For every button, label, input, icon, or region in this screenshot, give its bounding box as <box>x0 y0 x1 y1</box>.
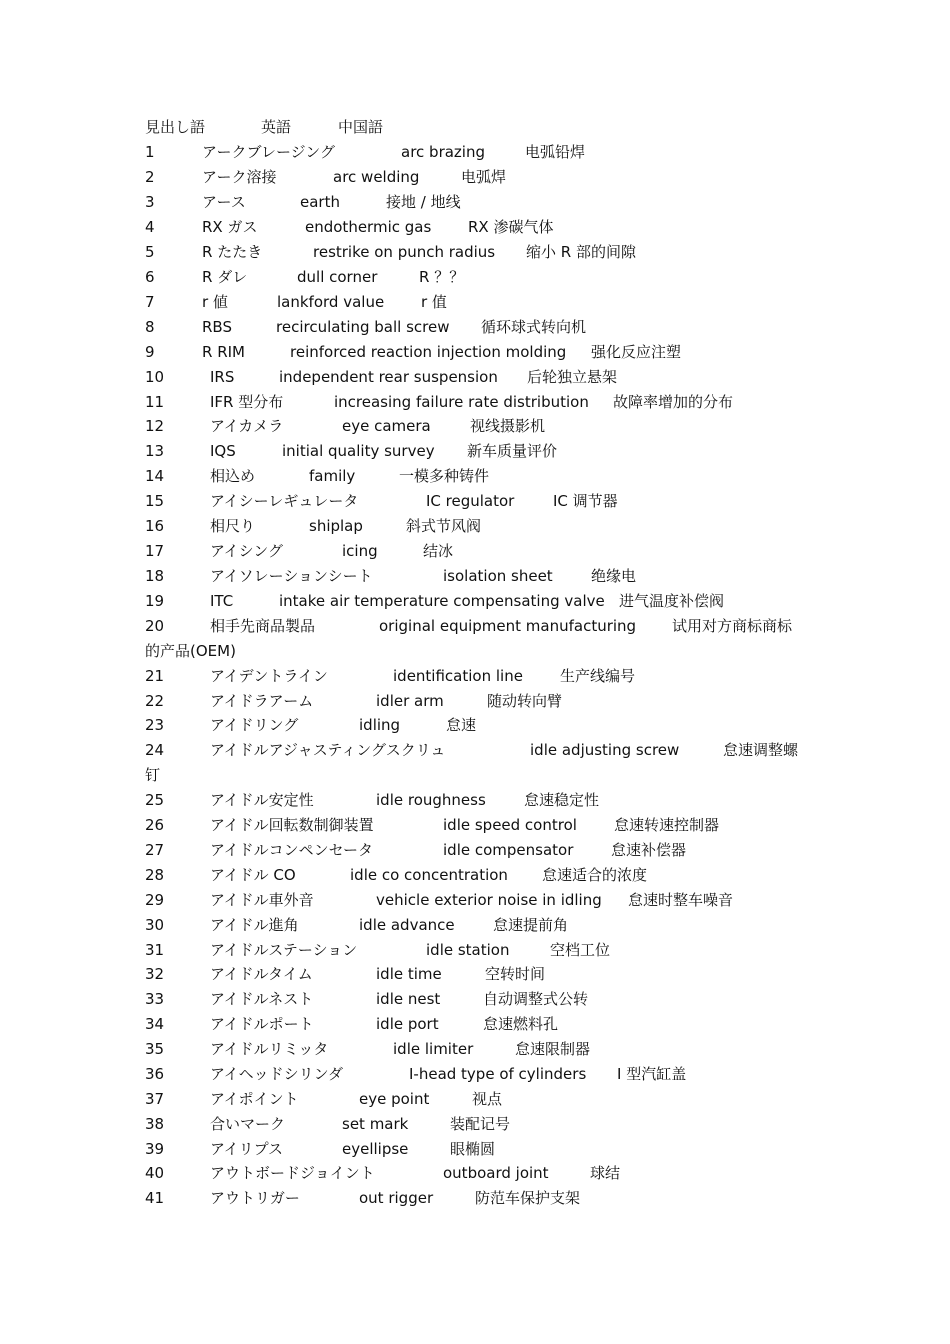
entry-row <box>0 315 950 340</box>
header-headword: 見出し語 <box>145 118 206 136</box>
entry-headword: アース <box>202 193 246 211</box>
entry-chinese: 怠速补偿器 <box>611 841 687 859</box>
entry-row <box>0 564 950 589</box>
entry-chinese: 一模多种铸件 <box>399 467 490 485</box>
entry-chinese: 电弧铅焊 <box>525 143 586 161</box>
entry-row <box>0 190 950 215</box>
entry-row <box>0 713 950 738</box>
entry-row <box>0 664 950 689</box>
entry-number: 30 <box>145 916 165 934</box>
entry-number: 18 <box>145 567 165 585</box>
entry-headword: ITC <box>210 592 234 610</box>
entry-headword: アイカメラ <box>210 417 284 435</box>
entry-chinese: 缩小 R 部的间隙 <box>526 243 636 261</box>
entry-chinese: 视点 <box>472 1090 503 1108</box>
entry-english: IC regulator <box>426 492 515 510</box>
entry-headword: アイヘッドシリンダ <box>210 1065 344 1083</box>
entry-chinese: 怠速适合的浓度 <box>542 866 648 884</box>
entry-english: restrike on punch radius <box>313 243 496 261</box>
entry-headword: アイドルポート <box>210 1015 314 1033</box>
entry-chinese: IC 调节器 <box>553 492 618 510</box>
entry-chinese-continued: 的产品(OEM) <box>145 642 236 660</box>
entry-english: idle nest <box>376 990 441 1008</box>
entry-english: reinforced reaction injection molding <box>290 343 567 361</box>
entry-english: idle speed control <box>443 816 577 834</box>
entry-chinese: 生产线编号 <box>560 667 636 685</box>
entry-headword: 相込め <box>210 467 256 485</box>
entry-headword: IRS <box>210 368 235 386</box>
entry-english: intake air temperature compensating valve <box>279 592 605 610</box>
entry-number: 29 <box>145 891 165 909</box>
entry-number: 25 <box>145 791 165 809</box>
entry-headword: 相手先商品製品 <box>210 617 316 635</box>
entry-number: 7 <box>145 293 155 311</box>
entry-english: lankford value <box>277 293 385 311</box>
entry-headword: アーク溶接 <box>202 168 277 186</box>
entry-number: 20 <box>145 617 165 635</box>
entry-headword: r 値 <box>202 293 228 311</box>
entry-row <box>0 1037 950 1062</box>
entry-row <box>0 614 950 639</box>
entry-row <box>0 514 950 539</box>
entry-chinese: 眼椭圆 <box>450 1140 496 1158</box>
entry-chinese: 结冰 <box>423 542 454 560</box>
entry-number: 3 <box>145 193 155 211</box>
entry-english: idle adjusting screw <box>530 741 680 759</box>
entry-row <box>0 863 950 888</box>
entry-chinese: RX 渗碳气体 <box>468 218 554 236</box>
entry-english: isolation sheet <box>443 567 553 585</box>
entry-english: idle port <box>376 1015 439 1033</box>
entry-headword: アークブレージング <box>202 143 335 161</box>
entry-number: 23 <box>145 716 165 734</box>
entry-headword: アイシング <box>210 542 283 560</box>
entry-chinese: 装配记号 <box>450 1115 511 1133</box>
entry-number: 8 <box>145 318 155 336</box>
entry-number: 24 <box>145 741 165 759</box>
entry-headword: アイドルリミッタ <box>210 1040 329 1058</box>
entry-row <box>0 464 950 489</box>
entry-chinese: 怠速转速控制器 <box>614 816 720 834</box>
entry-chinese: 循环球式转向机 <box>481 318 587 336</box>
entry-chinese: 防范车保护支架 <box>475 1189 581 1207</box>
entry-english: dull corner <box>297 268 378 286</box>
entry-english: arc welding <box>333 168 420 186</box>
entry-english: idle roughness <box>376 791 486 809</box>
entry-headword: IQS <box>210 442 236 460</box>
entry-row <box>0 589 950 614</box>
entry-row <box>0 987 950 1012</box>
entry-chinese: 视线摄影机 <box>470 417 546 435</box>
entry-number: 16 <box>145 517 165 535</box>
entry-headword: アイドルアジャスティングスクリュ <box>210 741 446 759</box>
entry-english: shiplap <box>309 517 363 535</box>
entry-number: 27 <box>145 841 165 859</box>
entry-chinese: 绝缘电 <box>591 567 637 585</box>
entry-number: 11 <box>145 393 165 411</box>
entry-chinese: 球结 <box>590 1164 621 1182</box>
entry-english: arc brazing <box>401 143 485 161</box>
entry-chinese: 斜式节风阀 <box>406 517 482 535</box>
entry-english: outboard joint <box>443 1164 549 1182</box>
entry-number: 19 <box>145 592 165 610</box>
entry-chinese: 新车质量评价 <box>467 442 558 460</box>
entry-row <box>0 390 950 415</box>
entry-english: endothermic gas <box>305 218 432 236</box>
header-row <box>0 115 950 140</box>
entry-row <box>0 689 950 714</box>
entry-number: 35 <box>145 1040 165 1058</box>
entry-number: 26 <box>145 816 165 834</box>
entry-chinese: 空档工位 <box>550 941 611 959</box>
entry-english: idle station <box>426 941 510 959</box>
entry-number: 28 <box>145 866 165 884</box>
entry-headword: アイドルステーション <box>210 941 358 959</box>
entry-row <box>0 489 950 514</box>
entry-chinese: 怠速稳定性 <box>524 791 600 809</box>
entry-row <box>0 1087 950 1112</box>
entry-row <box>0 340 950 365</box>
entry-chinese: 故障率增加的分布 <box>613 393 734 411</box>
entry-english: increasing failure rate distribution <box>334 393 589 411</box>
entry-headword: アイドラアーム <box>210 692 314 710</box>
entry-headword: RBS <box>202 318 232 336</box>
entry-english: idle time <box>376 965 442 983</box>
entry-chinese: 随动转向臂 <box>487 692 563 710</box>
entry-number: 4 <box>145 218 155 236</box>
entry-english: idle co concentration <box>350 866 508 884</box>
entry-number: 14 <box>145 467 165 485</box>
header-chinese: 中国語 <box>338 118 384 136</box>
entry-english: idle compensator <box>443 841 574 859</box>
entry-headword: アイソレーションシート <box>210 567 373 585</box>
entry-english: eye camera <box>342 417 431 435</box>
entry-headword: アイドルネスト <box>210 990 314 1008</box>
entry-headword: アイドル安定性 <box>210 791 314 809</box>
entry-row <box>0 1112 950 1137</box>
entry-row <box>0 1137 950 1162</box>
entry-english: eyellipse <box>342 1140 409 1158</box>
entry-english: original equipment manufacturing <box>379 617 637 635</box>
entry-number: 22 <box>145 692 165 710</box>
entry-number: 40 <box>145 1164 165 1182</box>
entry-chinese: I 型汽缸盖 <box>617 1065 687 1083</box>
entry-number: 38 <box>145 1115 165 1133</box>
entry-row <box>0 813 950 838</box>
entry-number: 15 <box>145 492 165 510</box>
entry-number: 31 <box>145 941 165 959</box>
entry-headword: R たたき <box>202 243 263 261</box>
entry-chinese: 怠速燃料孔 <box>483 1015 559 1033</box>
entry-row <box>0 365 950 390</box>
entry-chinese: 电弧焊 <box>461 168 507 186</box>
entry-number: 39 <box>145 1140 165 1158</box>
entry-english: initial quality survey <box>282 442 435 460</box>
entry-row <box>0 1186 950 1211</box>
entry-headword: R ダレ <box>202 268 248 286</box>
entry-headword: RX ガス <box>202 218 258 236</box>
entry-english: set mark <box>342 1115 409 1133</box>
entry-chinese: 空转时间 <box>485 965 546 983</box>
entry-chinese: 接地 / 地线 <box>386 193 461 211</box>
entry-row <box>0 290 950 315</box>
entry-english: earth <box>300 193 340 211</box>
entry-chinese: 进气温度补偿阀 <box>619 592 725 610</box>
entry-headword: アイドルコンペンセータ <box>210 841 374 859</box>
entry-row <box>0 838 950 863</box>
entry-row <box>0 1161 950 1186</box>
entry-row <box>0 913 950 938</box>
entry-row <box>0 888 950 913</box>
entry-number: 33 <box>145 990 165 1008</box>
entry-chinese-continued: 钉 <box>145 766 161 784</box>
entry-number: 37 <box>145 1090 165 1108</box>
entry-headword: アイドル回転数制御装置 <box>210 816 374 834</box>
entry-number: 32 <box>145 965 165 983</box>
entry-headword: アイドル進角 <box>210 916 299 934</box>
entry-headword: アイドル車外音 <box>210 891 314 909</box>
entry-chinese: 怠速时整车噪音 <box>628 891 734 909</box>
entry-row <box>0 938 950 963</box>
entry-headword: アイリプス <box>210 1140 284 1158</box>
entry-number: 12 <box>145 417 165 435</box>
header-english: 英語 <box>261 118 292 136</box>
entry-chinese: R ？？ <box>419 268 465 286</box>
entry-row <box>0 215 950 240</box>
entry-row <box>0 1012 950 1037</box>
entry-english: idle limiter <box>393 1040 474 1058</box>
entry-english: independent rear suspension <box>279 368 498 386</box>
entry-headword: アイドリング <box>210 716 299 734</box>
entry-headword: アイポイント <box>210 1090 299 1108</box>
entry-row <box>0 439 950 464</box>
entry-number: 34 <box>145 1015 165 1033</box>
entry-headword: IFR 型分布 <box>210 393 284 411</box>
entry-row <box>0 165 950 190</box>
entry-number: 41 <box>145 1189 165 1207</box>
entry-chinese: 怠速提前角 <box>493 916 569 934</box>
entry-headword: アイドルタイム <box>210 965 313 983</box>
entry-chinese: r 值 <box>421 293 447 311</box>
entry-number: 1 <box>145 143 155 161</box>
entry-headword: アイシーレギュレータ <box>210 492 359 510</box>
entry-row <box>0 265 950 290</box>
entry-english: icing <box>342 542 378 560</box>
entry-chinese: 怠速限制器 <box>515 1040 591 1058</box>
entry-chinese: 后轮独立悬架 <box>527 368 618 386</box>
entry-english: out rigger <box>359 1189 434 1207</box>
entry-number: 9 <box>145 343 155 361</box>
entry-headword: R RIM <box>202 343 245 361</box>
entry-english: idling <box>359 716 401 734</box>
entry-english: vehicle exterior noise in idling <box>376 891 602 909</box>
entry-number: 10 <box>145 368 165 386</box>
entry-row <box>0 1062 950 1087</box>
entry-chinese: 怠速调整螺 <box>723 741 799 759</box>
entry-english: recirculating ball screw <box>276 318 450 336</box>
entry-number: 13 <box>145 442 165 460</box>
entry-number: 5 <box>145 243 155 261</box>
entry-row <box>0 738 950 763</box>
entry-english: eye point <box>359 1090 430 1108</box>
entry-number: 36 <box>145 1065 165 1083</box>
entry-row <box>0 140 950 165</box>
entry-row <box>0 240 950 265</box>
entry-chinese: 试用对方商标商标 <box>672 617 793 635</box>
entry-number: 17 <box>145 542 165 560</box>
entry-number: 21 <box>145 667 165 685</box>
entry-headword: 合いマーク <box>210 1115 286 1133</box>
entry-row <box>0 788 950 813</box>
entry-chinese: 怠速 <box>446 716 477 734</box>
entry-headword: アウトボードジョイント <box>210 1164 375 1182</box>
entry-english: I-head type of cylinders <box>409 1065 587 1083</box>
entry-chinese: 自动调整式公转 <box>483 990 589 1008</box>
entry-headword: 相尺り <box>210 517 256 535</box>
entry-number: 2 <box>145 168 155 186</box>
entry-number: 6 <box>145 268 155 286</box>
entry-english: idler arm <box>376 692 444 710</box>
entry-row <box>0 962 950 987</box>
entry-headword: アイデントライン <box>210 667 328 685</box>
entry-english: identification line <box>393 667 523 685</box>
entry-english: idle advance <box>359 916 455 934</box>
entry-chinese: 强化反应注塑 <box>591 343 682 361</box>
entry-row <box>0 414 950 439</box>
entry-row <box>0 539 950 564</box>
entry-headword: アイドル CO <box>210 866 296 884</box>
entry-english: family <box>309 467 356 485</box>
entry-headword: アウトリガー <box>210 1189 300 1207</box>
